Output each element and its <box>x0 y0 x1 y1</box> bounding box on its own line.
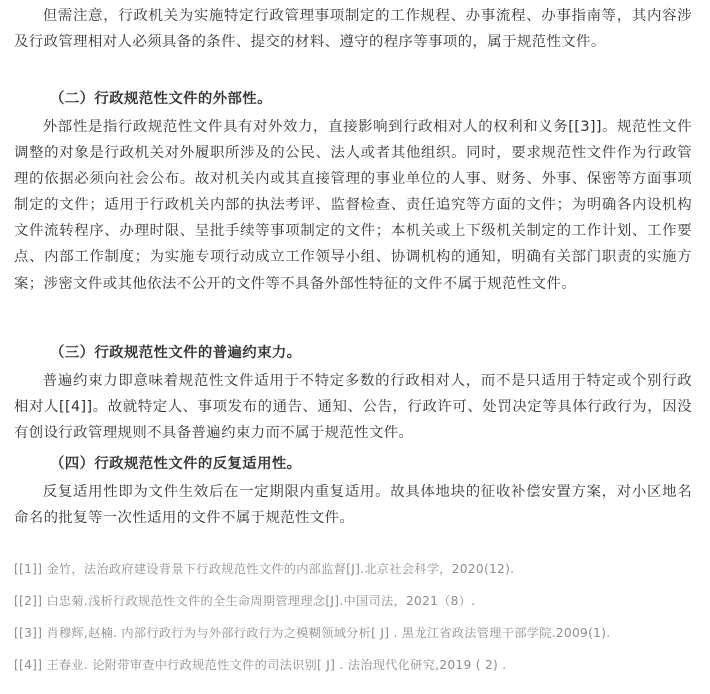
paragraph-normative-definition: 但需注意，行政机关为实施特定行政管理事项制定的工作规程、办事流程、办事指南等，其内容涉及行政管理相对人必须具备的条件、提交的材料、遵守的程序等事项的，属于规范性文件。 <box>14 8 692 51</box>
paragraph-universal-binding: 普遍约束力即意味着规范性文件适用于不特定多数的行政相对人，而不是只适用于特定或个别行政相对人[[4]]。故就特定人、事项发布的通告、通知、公告，行政许可、处罚决定等具体行政行为，因没有创设行政管理规则不具备普遍约束力而不属于规范性文件。 <box>14 373 692 442</box>
reference-item: [[4]] 王春业. 论附带审查中行政规范性文件的司法识别[ J] . 法治现代化研究,2019 ( 2) . <box>14 658 507 672</box>
paragraph-repeated-application: 反复适用性即为文件生效后在一定期限内重复适用。故具体地块的征收补偿安置方案，对小区地名命名的批复等一次性适用的文件不属于规范性文件。 <box>14 484 692 527</box>
heading-external-nature: （二）行政规范性文件的外部性。 <box>50 91 272 107</box>
paragraph-external-nature: 外部性是指行政规范性文件具有对外效力，直接影响到行政相对人的权利和义务[[3]]。规范性文件调整的对象是行政机关对外履职所涉及的公民、法人或者其他组织。同时，要求规范性文件作为行政管理的依据必须向社会公布。故对机关内或其直接管理的事业单位的人事、财务、外事、保密等方面事项制定的文件；适用于行政机关内部的执法考评、监督检查、责任追究等方面的文件；为明确各内设机构文件流转程序、办理时限、呈批手续等事项制定的文件；本机关或上下级机关制定的工作计划、工作要点、内部工作制度；为实施专项行动成立工作领导小组、协调机构的通知，明确有关部门职责的实施方案；涉密文件或其他依法不公开的文件等不具备外部性特征的文件不属于规范性文件。 <box>14 119 692 292</box>
reference-item: [[2]] 白忠菊.浅析行政规范性文件的全生命周期管理理念[J].中国司法，2021（8）. <box>14 594 476 608</box>
references-list <box>14 561 704 689</box>
heading-universal-binding: （三）行政规范性文件的普遍约束力。 <box>50 345 302 361</box>
reference-item: [[3]] 肖穆辉,赵楠. 内部行政行为与外部行政行为之模糊领域分析[ J] . 黑龙江省政法管理干部学院.2009(1). <box>14 626 611 640</box>
reference-item: [[1]] 金竹，法治政府建设背景下行政规范性文件的内部监督[J].北京社会科学，2020(12). <box>14 562 515 576</box>
heading-repeated-application: （四）行政规范性文件的反复适用性。 <box>50 456 302 472</box>
